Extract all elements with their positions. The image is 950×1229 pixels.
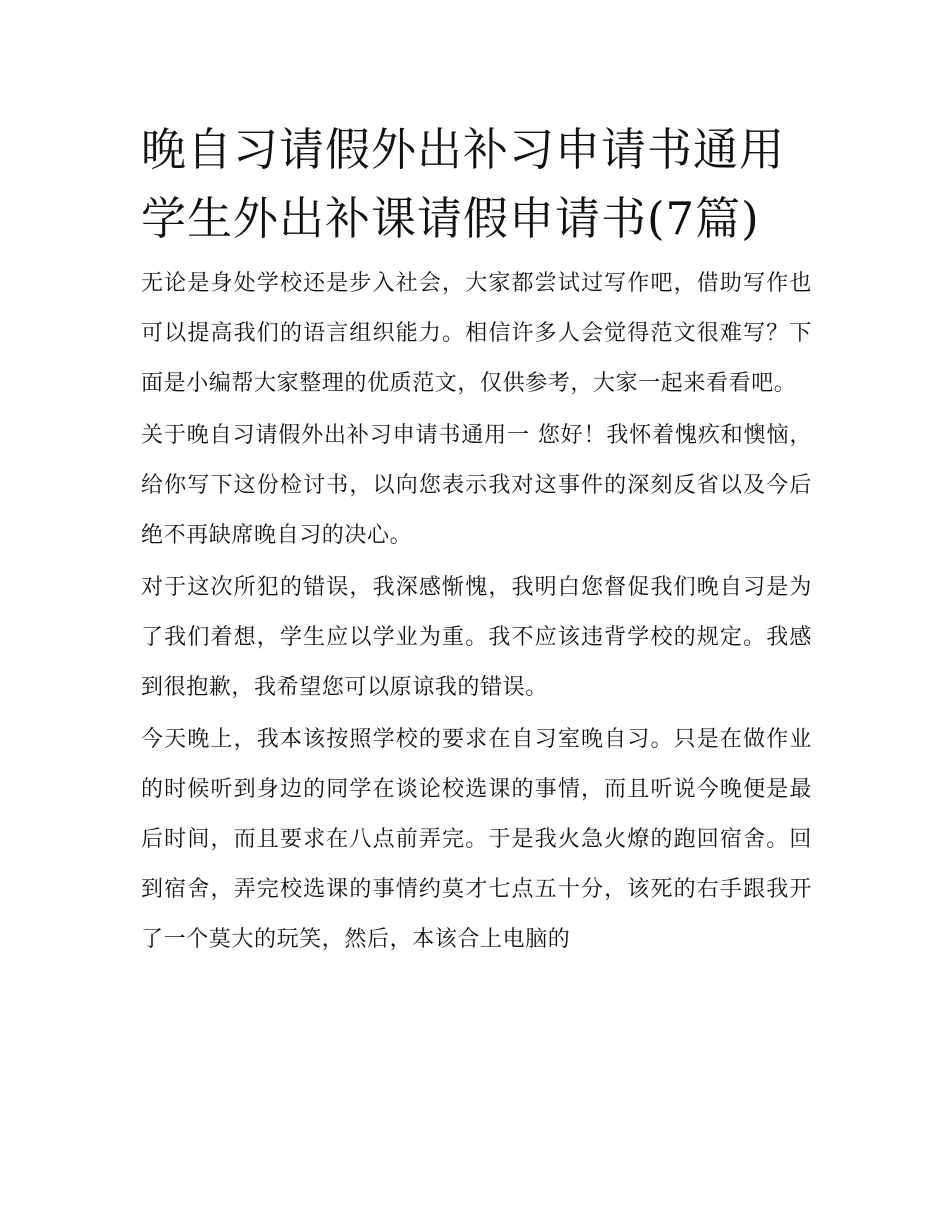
document-title: 晚自习请假外出补习申请书通用 学生外出补课请假申请书(7篇) <box>141 123 786 245</box>
paragraph-intro: 无论是身处学校还是步入社会，大家都尝试过写作吧，借助写作也可以提高我们的语言组织能力。相信许多人会觉得范文很难写？下面是小编帮大家整理的优质范文，仅供参考，大家一起来看看吧。 <box>141 271 812 396</box>
paragraph-apology: 对于这次所犯的错误，我深感惭愧，我明白您督促我们晚自习是为了我们着想，学生应以学业为重。我不应该违背学校的规定。我感到很抱歉，我希望您可以原谅我的错误。 <box>141 575 812 700</box>
paragraph-incident: 今天晚上，我本该按照学校的要求在自习室晚自习。只是在做作业的时候听到身边的同学在谈论校选课的事情，而且听说今晚便是最后时间，而且要求在八点前弄完。于是我火急火燎的跑回宿舍。回到宿舍，弄完校选课的事情约莫才七点五十分，该死的右手跟我开了一个莫大的玩笑，然后，本该合上电脑的 <box>141 727 812 952</box>
paragraph-section-one: 关于晚自习请假外出补习申请书通用一 您好！我怀着愧疚和懊恼，给你写下这份检讨书，以向您表示我对这事件的深刻反省以及今后绝不再缺席晚自习的决心。 <box>141 423 812 548</box>
